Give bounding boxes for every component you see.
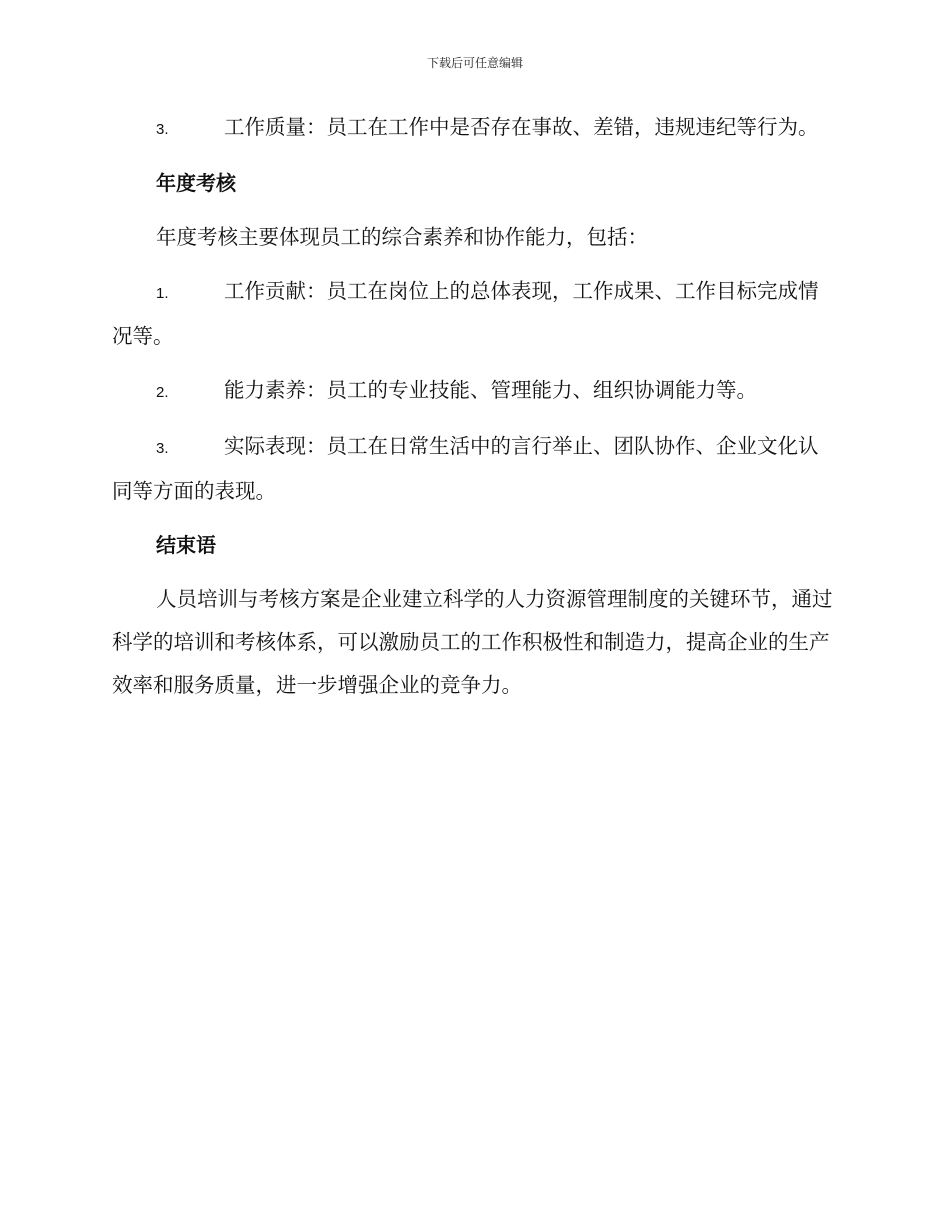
list-text: 工作质量：员工在工作中是否存在事故、差错，违规违纪等行为。 bbox=[224, 115, 819, 139]
list-number: 3. bbox=[156, 440, 169, 457]
list-item bbox=[112, 270, 834, 358]
page-header: 下载后可任意编辑 bbox=[426, 56, 523, 70]
list-number: 1. bbox=[156, 285, 169, 302]
list-item bbox=[112, 425, 834, 513]
list-item bbox=[112, 369, 834, 414]
list-text: 工作贡献：员工在岗位上的总体表现，工作成果、工作目标完成情况等。 bbox=[112, 279, 819, 348]
section-heading-conclusion: 结束语 bbox=[156, 533, 216, 557]
section-heading-annual-review: 年度考核 bbox=[156, 171, 236, 195]
document-body bbox=[112, 106, 834, 718]
paragraph-intro: 年度考核主要体现员工的综合素养和协作能力，包括： bbox=[156, 225, 648, 249]
list-text: 能力素养：员工的专业技能、管理能力、组织协调能力等。 bbox=[224, 378, 757, 402]
list-item bbox=[112, 106, 834, 151]
paragraph-conclusion: 人员培训与考核方案是企业建立科学的人力资源管理制度的关键环节，通过科学的培训和考核体系，可以激励员工的工作积极性和制造力，提高企业的生产效率和服务质量，进一步增强企业的竞争力。 bbox=[112, 587, 833, 697]
list-number: 2. bbox=[156, 384, 169, 401]
list-number: 3. bbox=[156, 121, 169, 138]
list-text: 实际表现：员工在日常生活中的言行举止、团队协作、企业文化认同等方面的表现。 bbox=[112, 434, 819, 503]
